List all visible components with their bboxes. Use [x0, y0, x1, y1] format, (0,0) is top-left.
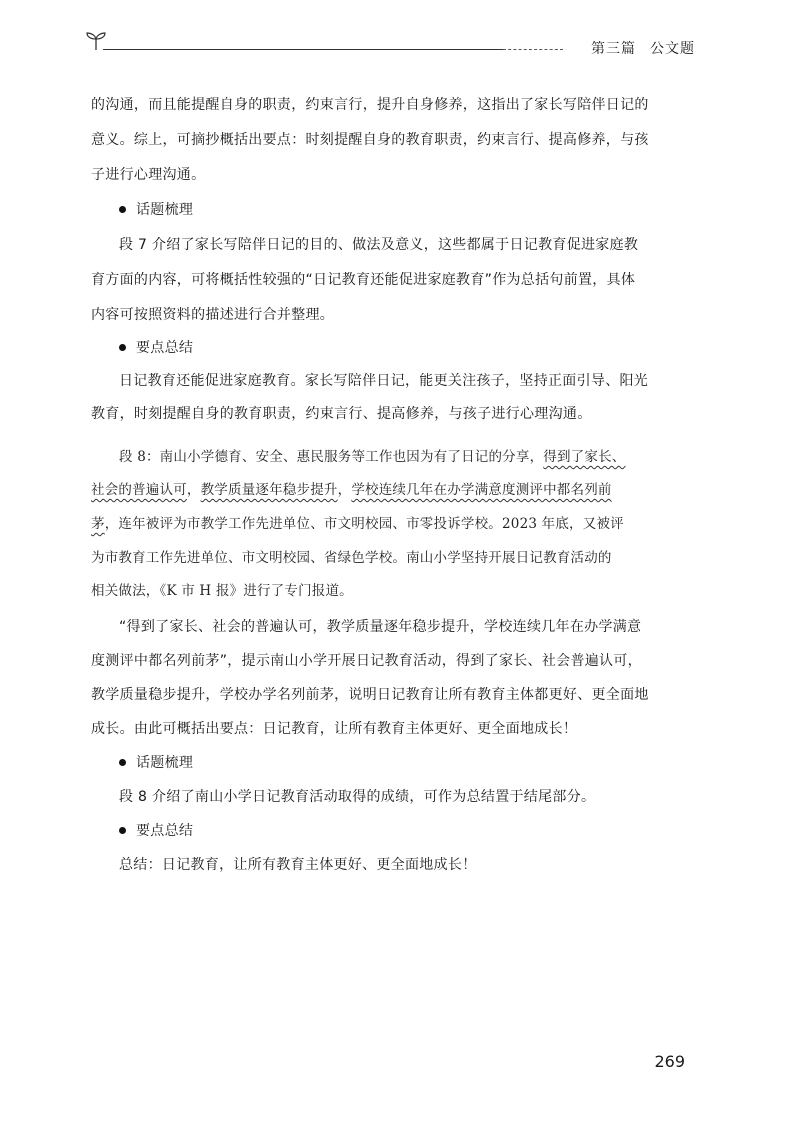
p4-line-2	[91, 478, 612, 498]
header-title	[577, 38, 695, 58]
p4-line-2-d: ，	[337, 482, 352, 498]
header-chapter: 第三篇	[591, 41, 636, 57]
bullet-dot-icon	[119, 827, 126, 834]
p4-line-1	[119, 445, 625, 465]
page-header	[85, 30, 695, 60]
bullet-topic-2-label: 话题梳理	[136, 755, 194, 771]
bullet-dot-icon	[119, 206, 126, 213]
bullet-summary-2	[119, 820, 193, 840]
p4-line-3-a: 茅	[91, 516, 105, 532]
p4-line-3-b: ，连年被评为市教学工作先进单位、市文明校园、市零投诉学校。2023 年底，又被评	[104, 516, 624, 532]
p4-line-2-e: 学校连续几年在办学满意度测评中都名列前	[351, 482, 612, 498]
p1-line-2: 意义。综上，可摘抄概括出要点：时刻提醒自身的教育职责，约束言行、提高修养，与孩	[91, 132, 649, 148]
p1-line-1: 的沟通，而且能提醒自身的职责，约束言行，提升自身修养，这指出了家长写陪伴日记的	[91, 97, 649, 113]
header-rule	[103, 49, 503, 50]
p5-line-2: 度测评中都名列前茅”，提示南山小学开展日记教育活动，得到了家长、社会普遍认可，	[91, 653, 642, 669]
bullet-summary-1-label: 要点总结	[136, 340, 194, 356]
bullet-dot-icon	[119, 344, 126, 351]
p4-line-1-b: 得到了家长、	[543, 449, 626, 465]
p4-line-4: 为市教育工作先进单位、市文明校园、省绿色学校。南山小学坚持开展日记教育活动的	[91, 550, 612, 566]
header-rule-dots	[503, 49, 563, 50]
header-section: 公文题	[650, 41, 695, 57]
p4-line-2-c: 教学质量逐年稳步提升	[200, 482, 338, 498]
p5-line-3: 教学质量稳步提升，学校办学名列前茅，说明日记教育让所有教育主体都更好、更全面地	[91, 687, 649, 703]
bullet-topic-2	[119, 752, 193, 772]
p7-line-1: 总结：日记教育，让所有教育主体更好、更全面地成长！	[119, 857, 477, 873]
bullet-topic-1-label: 话题梳理	[136, 202, 194, 218]
p4-line-2-a: 社会的普遍认可	[91, 482, 187, 498]
p4-line-1-a: 段 8：南山小学德育、安全、惠民服务等工作也因为有了日记的分享，	[119, 449, 544, 465]
p4-line-5: 相关做法，《K 市 H 报》进行了专门报道。	[91, 583, 353, 599]
p3-line-1: 日记教育还能促进家庭教育。家长写陪伴日记，能更关注孩子，坚持正面引导、阳光	[119, 373, 649, 389]
p5-line-4: 成长。由此可概括出要点：日记教育，让所有教育主体更好、更全面地成长！	[91, 721, 578, 737]
p6-line-1: 段 8 介绍了南山小学日记教育活动取得的成绩，可作为总结置于结尾部分。	[119, 789, 596, 805]
p3-line-2: 教育，时刻提醒自身的教育职责，约束言行、提高修养，与孩子进行心理沟通。	[91, 406, 592, 422]
p2-line-3: 内容可按照资料的描述进行合并整理。	[91, 307, 335, 323]
p5-line-1: “得到了家长、社会的普遍认可，教学质量逐年稳步提升，学校连续几年在办学满意	[119, 619, 642, 635]
p2-line-2: 育方面的内容，可将概括性较强的“日记教育还能促进家庭教育”作为总括句前置，具体	[91, 272, 636, 288]
page-number: 269	[654, 1052, 685, 1071]
p4-line-2-b: ，	[186, 482, 201, 498]
bullet-summary-1	[119, 337, 193, 357]
bullet-topic-1	[119, 199, 193, 219]
p1-line-3: 子进行心理沟通。	[91, 167, 206, 183]
bullet-dot-icon	[119, 759, 126, 766]
p4-line-3	[91, 512, 624, 532]
bullet-summary-2-label: 要点总结	[136, 823, 194, 839]
p2-line-1: 段 7 介绍了家长写陪伴日记的目的、做法及意义，这些都属于日记教育促进家庭教	[119, 237, 639, 253]
